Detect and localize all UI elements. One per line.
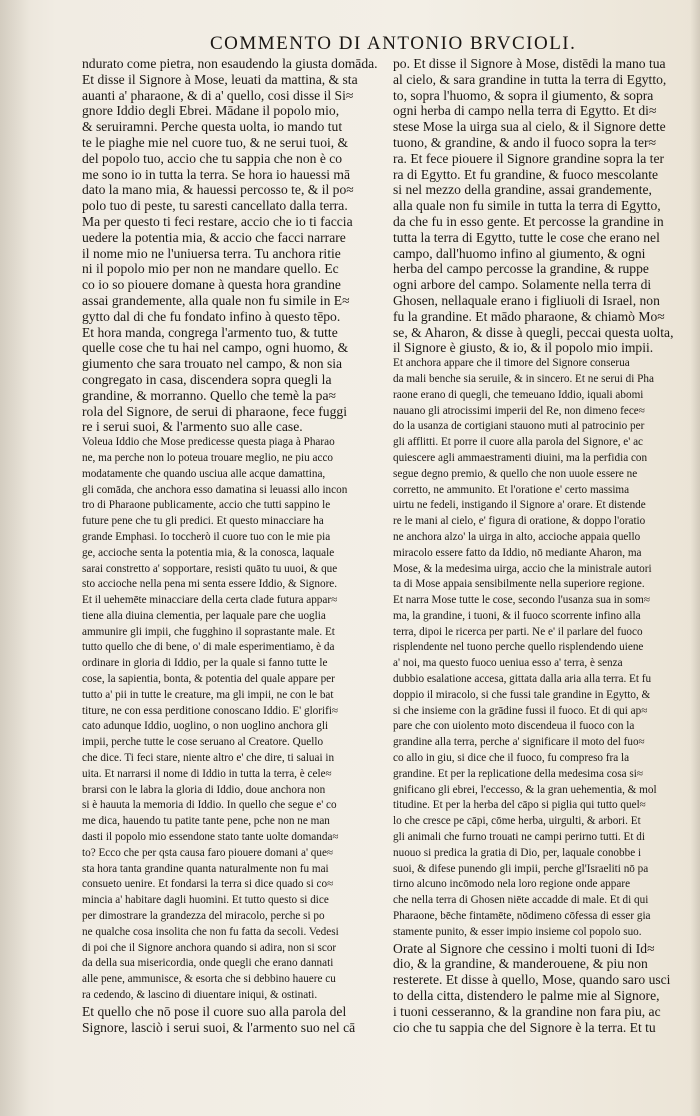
text-line: Mose, & la medesima uirga, accio che la ministrale autori	[393, 562, 652, 575]
text-line: Et quello che nō pose il cuore suo alla parola del	[82, 1003, 347, 1019]
text-line: nuouo si predica la gratia di Dio, per, laquale conobbe i	[393, 846, 642, 859]
text-line: stese Mose la uirga sua al cielo, & il Signore dette	[393, 119, 666, 135]
text-line: dubbio esalatione accesa, gittata dalla aria alla terra. Et fu	[393, 673, 652, 686]
text-line: re i serui suoi, & l'armento suo alle case.	[82, 419, 303, 435]
text-line: grandine. Et per la replicatione della medesima cosa si≈	[393, 767, 643, 780]
text-line: sto accioche nella pena mi senta essere Iddio, & Signore.	[82, 578, 338, 591]
text-line: congregato in casa, discendera sopra quegli la	[82, 371, 332, 387]
page-gutter-shadow	[0, 0, 30, 1116]
text-line: ne qualche cosa insolita che non fu fatta da secoli. Vedesi	[82, 925, 339, 938]
text-line: gli comāda, che anchora esso damatina si leuassi allo incon	[82, 483, 348, 496]
text-line: re le mani al cielo, e' figura di oratione, & doppo l'oratio	[393, 515, 646, 528]
text-line: che dice. Ti feci stare, niente altro e' che dire, ti saluai in	[82, 752, 335, 765]
text-line: del popolo tuo, accio che tu sappia che non è co	[82, 150, 343, 166]
text-line: rola del Signore, de serui di pharaone, fece fuggi	[82, 403, 347, 419]
text-line: brarsi con le labra la gloria di Iddio, doue anchora non	[82, 783, 326, 796]
text-line: po. Et disse il Signore à Mose, distēdi la mano tua	[393, 56, 666, 71]
text-line: per dimostrare la grandezza del miracolo, perche si po	[82, 910, 325, 923]
text-line: dasti il popolo mio essendone stato tante uolte domanda≈	[82, 831, 339, 844]
text-line: sta hora tanta grandine quanta naturalmente non fu mai	[82, 862, 329, 875]
text-line: impii, perche tutte le cose seruano al Creatore. Quello	[82, 736, 324, 749]
text-line: giumento che sara trouato nel campo, & non sia	[82, 356, 343, 372]
text-line: si nel mezzo della grandine, assai grandemente,	[393, 182, 652, 198]
text-line: titure, ne con essa perditione conoscano Iddio. E' glorifi≈	[82, 704, 339, 717]
text-line: ogni arbore del campo. Solamente nella terra di	[393, 277, 652, 293]
text-line: mincia a' habitare dagli huomini. Et tutto questo si dice	[82, 894, 329, 907]
text-line: dato la mano mia, & hauessi percosso te, & il po≈	[82, 182, 354, 198]
text-line: tiene alla diuina clementia, per laquale pare che uoglia	[82, 609, 326, 622]
text-line: Et narra Mose tutte le cose, secondo l'usanza sua in som≈	[393, 594, 651, 607]
running-head: COMMENTO DI ANTONIO BRVCIOLI.	[210, 33, 577, 54]
text-line: a' noi, ma questo fuoco ueniua esso a' terra, è senza	[393, 657, 623, 670]
text-line: uirtu ne fedeli, instigando il Signore a' orare. Et distende	[393, 499, 646, 512]
text-line: ta di Mose appaia sensibilmente nella superiore regione.	[393, 578, 645, 591]
text-line: me dica, hauendo tu patite tante pene, pche non ne man	[82, 815, 330, 828]
text-line: tutta la terra di Egytto, tutte le cose che erano nel	[393, 229, 660, 245]
text-line: resterete. Et disse à quello, Mose, quando saro usci	[393, 972, 671, 988]
text-line: corretto, ne ammunito. Et l'oratione e' certo massima	[393, 483, 630, 496]
text-line: te le piaghe mie nel cuore tuo, & ne serui tuoi, &	[82, 134, 349, 150]
text-line: ne anchora alzo' la uirga in alto, accioche appaia quello	[393, 530, 641, 543]
text-line: cio che tu sappia che del Signore è la terra. Et tu	[393, 1019, 656, 1035]
text-line: uedere la potentia mia, & accio che facci narrare	[82, 229, 346, 245]
text-line: segue degno premio, & quello che non uuole essere ne	[393, 467, 638, 480]
text-line: Et disse il Signore à Mose, leuati da mattina, & sta	[82, 71, 358, 87]
text-line: terra, dipoi le ricerca per parti. Ne e' il parlare del fuoco	[393, 625, 643, 638]
text-line: tutto quello che di bene, o' di male esperimentiamo, è da	[82, 641, 335, 654]
text-line: Ghosen, nellaquale erano i figliuoli di Israel, non	[393, 292, 660, 308]
text-line: Et hora manda, congrega l'armento tuo, & tutte	[82, 324, 338, 340]
text-line: Et il uehemēte minacciare della certa clade futura appar≈	[82, 594, 338, 607]
text-line: sarai constretto a' sopportare, resisti quāto tu uuoi, & que	[82, 562, 338, 575]
text-line: se, & Aharon, & disse à quegli, peccai questa uolta,	[393, 324, 674, 340]
text-line: Ma per questo ti feci restare, accio che io ti faccia	[82, 213, 353, 229]
text-line: ma, la grandine, i tuoni, & il fuoco scorrente infino alla	[393, 609, 641, 622]
text-line: co io so piouere domane à questa hora grandine	[82, 277, 341, 293]
text-line: me sono io in tutta la terra. Se hora io hauessi mā	[82, 166, 351, 182]
text-line: gli animali che furno trouati ne campi perirno tutti. Et di	[393, 831, 645, 844]
text-line: stamente punito, & esser impio insieme col popolo suo.	[393, 925, 642, 938]
text-line: do la usanza de cortigiani stauono muti al patrocinio per	[393, 420, 645, 433]
text-line: dio, & la grandine, & manderouene, & piu non	[393, 956, 648, 972]
text-line: to della citta, distendero le palme mie al Signore,	[393, 988, 660, 1004]
text-line: assai grandemente, alla quale non fu simile in E≈	[82, 292, 350, 308]
text-line: da che fu in esso gente. Et percosse la grandine in	[393, 213, 664, 229]
text-line: grandine alla terra, perche a' significare il moto del fuo≈	[393, 736, 645, 749]
text-line: da della sua misericordia, onde quegli che erano dannati	[82, 957, 334, 970]
text-line: campo, dall'huomo infino al giumento, & ogni	[393, 245, 646, 261]
text-line: cose, la sapientia, bonta, & potentia del quale appare per	[82, 673, 335, 686]
text-line: ordinare in gloria di Iddio, per la quale si fanno tutte le	[82, 657, 328, 670]
text-line: ge, accioche senta la potentia mia, & la conosca, laquale	[82, 546, 335, 559]
text-line: ammunire gli impii, che fugghino il soprastante male. Et	[82, 625, 335, 638]
text-line: lo che cresce pe cāpi, cōme herba, uirgulti, & arbori. Et	[393, 815, 641, 828]
text-line: Et anchora appare che il timore del Signore conserua	[393, 357, 630, 370]
text-line: da mali benche sia seruile, & in sincero. Et ne serui di Pha	[393, 372, 654, 385]
text-line: quelle cose che tu hai nel campo, ogni huomo, &	[82, 340, 349, 356]
text-line: i tuoni cesseranno, & la grandine non fara piu, ac	[393, 1003, 661, 1019]
text-line: ni il popolo mio per non ne mandare quello. Ec	[82, 261, 339, 277]
text-line: il Signore è giusto, & io, & il popolo mio impii.	[393, 340, 654, 356]
text-line: alla quale non fu simile in tutta la terra di Egytto,	[393, 198, 661, 214]
text-line: raone erano di quegli, che temeuano Iddio, iquali abomi	[393, 388, 644, 401]
text-line: il nome mio ne l'uniuersa terra. Tu anchora ritie	[82, 245, 341, 261]
text-line: grande Emphasi. Io toccherò il cuore tuo con le mie pia	[82, 530, 331, 543]
text-line: polo tuo di peste, tu saresti cancellato dalla terra.	[82, 198, 348, 214]
text-line: doppio il miracolo, si che fussi tale grandine in Egytto, &	[393, 688, 651, 701]
text-line: tro di Pharaone publicamente, accio che tutti sappino le	[82, 499, 331, 512]
text-line: Orate al Signore che cessino i molti tuoni di Id≈	[393, 940, 655, 956]
text-line: to? Ecco che per qsta causa faro piouere domani a' que≈	[82, 846, 334, 859]
text-line: ra. Et fece piouere il Signore grandine sopra la ter	[393, 150, 665, 166]
text-line: titudine. Et per la herba del cāpo si piglia qui tutto quel≈	[393, 799, 646, 812]
text-line: che nella terra di Ghosen niēte accadde di male. Et di qui	[393, 894, 649, 907]
text-line: tutto a' pii in tutte le creature, ma gli impii, ne con le bat	[82, 688, 334, 701]
text-line: quiescere agli ammaestramenti diuini, ma la perfidia con	[393, 451, 648, 464]
text-line: Voleua Iddio che Mose predicesse questa piaga à Pharao	[82, 436, 335, 449]
text-line: gnificano gli ebrei, l'eccesso, & la gran uehementia, & mol	[393, 783, 657, 796]
text-line: gytto dal di che fu fondato infino à questo tēpo.	[82, 308, 341, 324]
text-line: si è hauuta la memoria di Iddio. In quello che segue e' co	[82, 799, 337, 812]
text-line: alle pene, ammunisce, & esorta che si debbino hauere cu	[82, 973, 336, 986]
text-line: modatamente che quando usciua alle acque damattina,	[82, 467, 326, 480]
text-line: fu la grandine. Et mādo pharaone, & chiamò Mo≈	[393, 308, 665, 324]
text-line: nauano gli atrocissimi imperii del Re, non dimeno fece≈	[393, 404, 645, 417]
text-line: future pene che tu gli predici. Et questo minacciare ha	[82, 515, 324, 528]
text-line: risplendente nel tuono perche quello risplendendo uiene	[393, 641, 644, 654]
left-text-column	[82, 56, 384, 1035]
text-line: Pharaone, bēche fintamēte, nōdimeno cōfessa di esser gia	[393, 910, 651, 923]
text-line: miracolo essere fatto da Iddio, nō mediante Aharon, ma	[393, 546, 642, 559]
right-text-column	[393, 56, 695, 1035]
text-line: suoi, & difese punendo gli impii, perche gl'Israeliti nō pa	[393, 862, 649, 875]
text-line: auanti a' pharaone, & di a' quello, cosi disse il Si≈	[82, 87, 354, 103]
text-line: pare che con uiolento moto discendeua il fuoco con la	[393, 720, 635, 733]
text-line: al cielo, & sara grandine in tutta la terra di Egytto,	[393, 71, 667, 87]
page-edge-shadow	[690, 0, 700, 1116]
text-line: co allo in giu, si dice che il fuoco, fu compreso fra la	[393, 752, 630, 765]
text-line: to, sopra l'huomo, & sopra il giumento, & sopra	[393, 87, 654, 103]
text-line: consueto uenire. Et fondarsi la terra si dice quado si co≈	[82, 878, 334, 891]
text-line: cato adunque Iddio, uoglino, o non uoglino anchora gli	[82, 720, 329, 733]
text-line: ra di Egytto. Et fu grandine, & fuoco mescolante	[393, 166, 658, 182]
text-line: ogni herba di campo nella terra di Egytto. Et di≈	[393, 103, 657, 119]
text-line: ndurato come pietra, non esaudendo la giusta domāda.	[82, 56, 378, 71]
text-line: & seruiramni. Perche questa uolta, io mando tut	[82, 119, 343, 135]
text-line: Signore, lasciò i serui suoi, & l'armento suo nel cā	[82, 1019, 356, 1035]
text-line: uita. Et narrarsi il nome di Iddio in tutta la terra, è cele≈	[82, 767, 332, 780]
text-line: gli afflitti. Et porre il cuore alla parola del Signore, e' ac	[393, 436, 644, 449]
text-line: tirno alcuno incōmodo nela loro regione onde appare	[393, 878, 631, 891]
text-line: ra cedendo, & lascino di diuentare iniqui, & ostinati.	[82, 989, 318, 1002]
text-line: ne, ma perche non lo poteua trouare meglio, ne piu acco	[82, 451, 333, 464]
text-line: di poi che il Signore anchora quando si adira, non si scor	[82, 941, 337, 954]
text-line: si che insieme con la grādine fussi il fuoco. Et di qui ap≈	[393, 704, 648, 717]
text-line: gnore Iddio degli Ebrei. Mādane il popolo mio,	[82, 103, 340, 119]
text-line: herba del campo percosse la grandine, & ruppe	[393, 261, 649, 277]
text-line: grandine, & morranno. Quello che temè la pa≈	[82, 387, 336, 403]
text-line: tuono, & grandine, & ando il fuoco sopra la ter≈	[393, 134, 657, 150]
